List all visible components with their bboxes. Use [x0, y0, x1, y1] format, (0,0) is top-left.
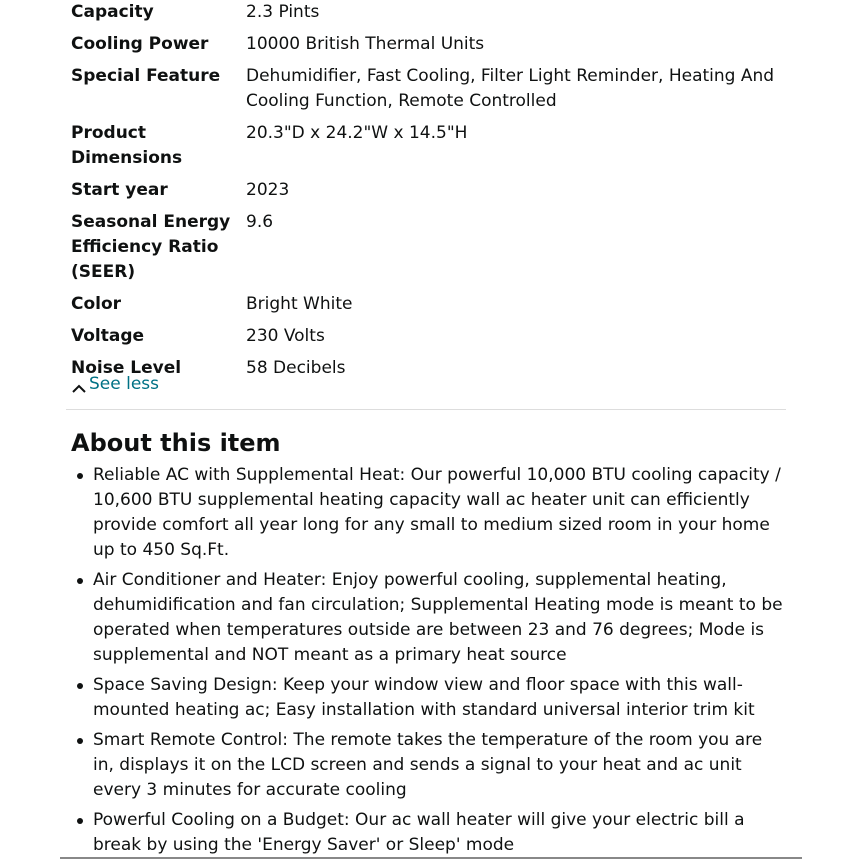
spec-label: Product Dimensions: [71, 123, 183, 168]
list-item: [71, 673, 786, 723]
spec-row-special-feature: [71, 64, 791, 114]
spec-label: Special Feature: [71, 66, 221, 86]
spec-row-seer: [71, 210, 791, 285]
spec-value: Dehumidifier, Fast Cooling, Filter Light Reminder, Heating And Cooling Function, Remote Controlled: [246, 66, 775, 111]
spec-label: Noise Level: [71, 358, 182, 378]
about-this-item-heading: About this item: [71, 429, 281, 457]
list-item: [71, 463, 786, 563]
spec-label: Color: [71, 294, 122, 314]
spec-value: 10000 British Thermal Units: [246, 34, 485, 54]
bullet-icon: [77, 683, 83, 689]
chevron-up-icon: [71, 378, 87, 390]
bullet-text: Air Conditioner and Heater: Enjoy powerful cooling, supplemental heating, dehumidification and fan circulation; Supplemental Heating mode is meant to be operated when temperatures outside are between 23 and 76 degrees; Mode is supplemental and NOT meant as a primary heat source: [93, 570, 783, 665]
bullet-icon: [77, 738, 83, 744]
spec-value: 58 Decibels: [246, 358, 346, 378]
bullet-text: Smart Remote Control: The remote takes the temperature of the room you are in, displays it on the LCD screen and sends a signal to your heat and ac unit every 3 minutes for accurate cooling: [93, 730, 763, 800]
spec-row-voltage: [71, 324, 791, 349]
see-less-link[interactable]: [71, 373, 159, 395]
spec-row-noise-level: [71, 356, 791, 381]
spec-value: 9.6: [246, 212, 274, 232]
spec-row-color: [71, 292, 791, 317]
spec-label: Cooling Power: [71, 34, 209, 54]
spec-label: Capacity: [71, 2, 154, 22]
spec-value: 2023: [246, 180, 290, 200]
feature-bullet-list: [71, 463, 786, 860]
spec-value: 20.3"D x 24.2"W x 14.5"H: [246, 123, 468, 143]
spec-row-capacity: [71, 0, 791, 25]
bullet-icon: [77, 818, 83, 824]
section-divider: [66, 409, 786, 410]
bullet-text: Powerful Cooling on a Budget: Our ac wall heater will give your electric bill a break by using the 'Energy Saver' or Sleep' mode: [93, 810, 745, 855]
bottom-border: [60, 857, 802, 859]
spec-label: Voltage: [71, 326, 145, 346]
list-item: [71, 808, 786, 858]
bullet-text: Space Saving Design: Keep your window view and floor space with this wall-mounted heating ac; Easy installation with standard universal interior trim kit: [93, 675, 755, 720]
spec-row-product-dimensions: [71, 121, 791, 171]
see-less-label: See less: [89, 374, 160, 394]
list-item: [71, 568, 786, 668]
spec-value: Bright White: [246, 294, 353, 314]
bullet-icon: [77, 473, 83, 479]
bullet-icon: [77, 578, 83, 584]
product-specs-table: [71, 0, 791, 388]
bullet-text: Reliable AC with Supplemental Heat: Our powerful 10,000 BTU cooling capacity / 10,600 BTU supplemental heating capacity wall ac heater unit can efficiently provide comfort all year long for any small to medium sized room in your home up to 450 Sq.Ft.: [93, 465, 781, 560]
spec-label: Seasonal Energy Efficiency Ratio (SEER): [71, 212, 231, 282]
spec-value: 230 Volts: [246, 326, 325, 346]
list-item: [71, 728, 786, 803]
spec-value: 2.3 Pints: [246, 2, 320, 22]
spec-row-cooling-power: [71, 32, 791, 57]
spec-label: Start year: [71, 180, 168, 200]
spec-row-start-year: [71, 178, 791, 203]
